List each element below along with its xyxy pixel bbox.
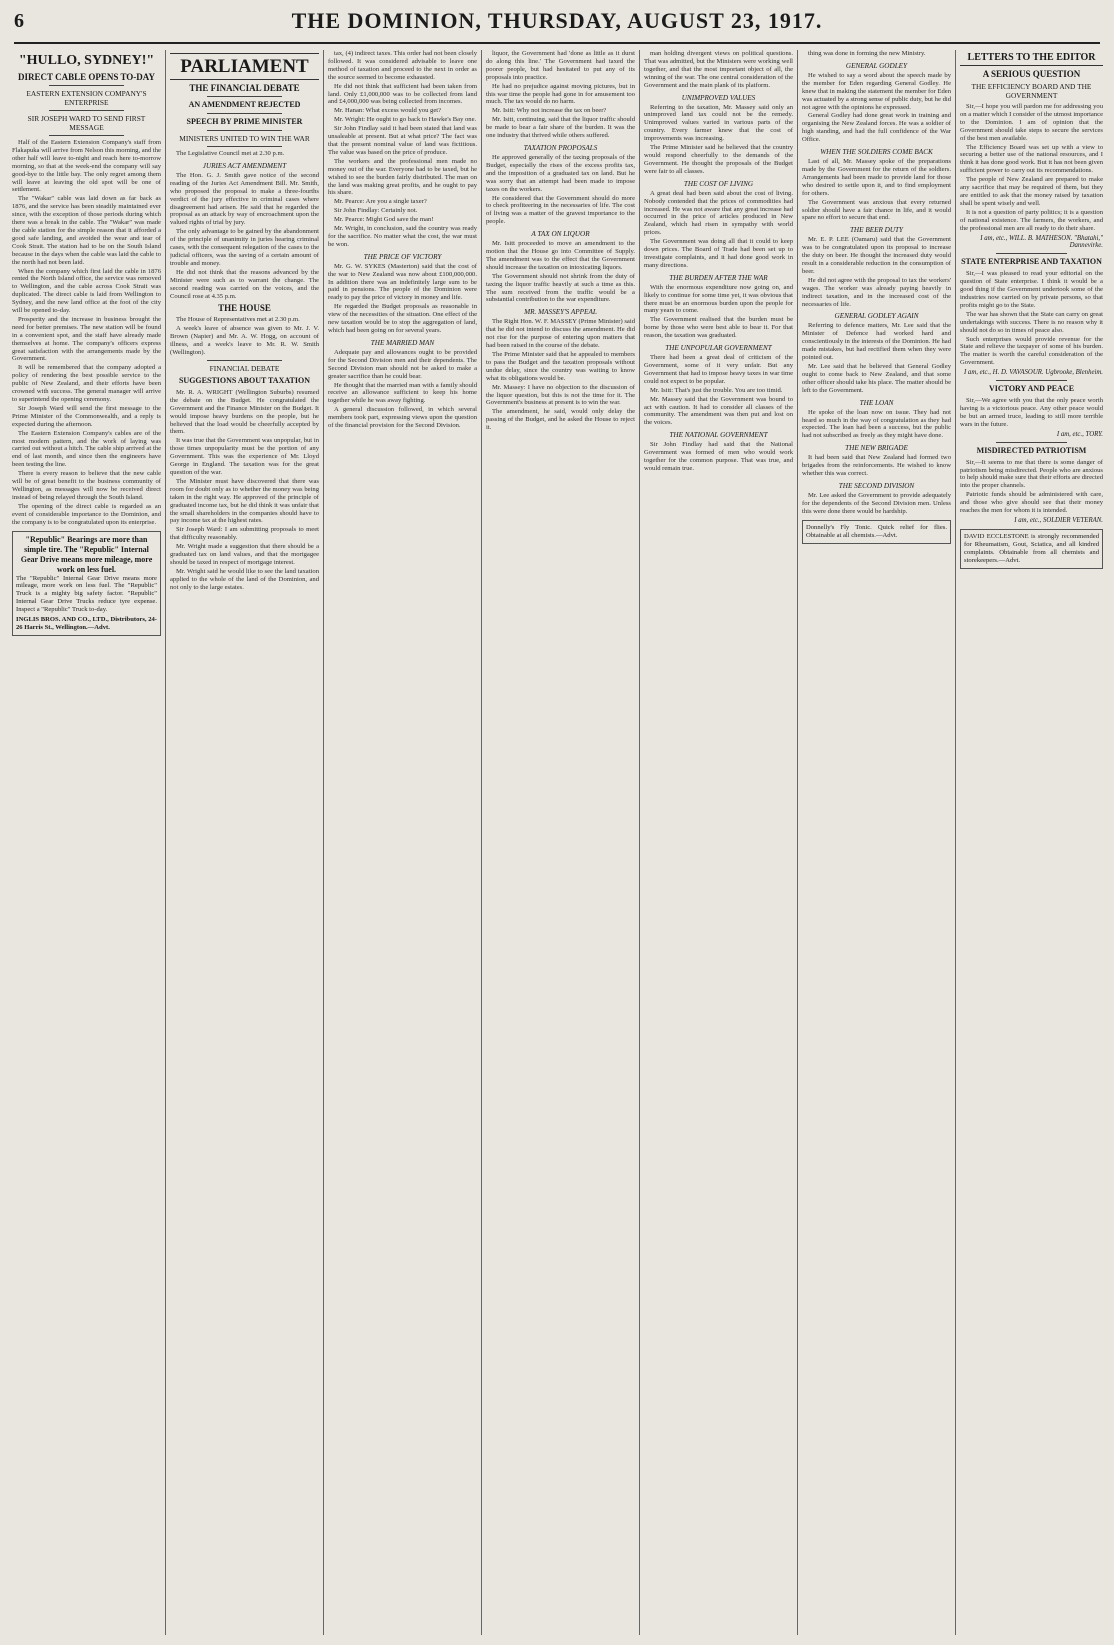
article-paragraph: Mr. Pearce: Are you a single taxer? <box>334 198 427 206</box>
article-paragraph: He approved generally of the taxing proposals of the Budget, especially the rises of the excess profits tax, and the imposition of a graduated tax on land. But he was sorry that an attempt had been made to impose taxes on the workers. <box>486 153 635 193</box>
article-paragraph: He wished to say a word about the speech made by the member for Eden regarding General Godley. He knew that in making the statement the member for Eden was actuated by a strong sense of public duty, but he did not agree with the opinions he expressed. <box>802 71 951 111</box>
masthead <box>14 8 1100 44</box>
divider <box>996 380 1068 381</box>
column-6 <box>802 50 951 1635</box>
deck-ministers-united: MINISTERS UNITED TO WIN THE WAR <box>179 134 310 143</box>
divider <box>49 135 124 136</box>
article-paragraph: He thought that the married man with a family should receive an allowance sufficient to keep his home together while he was away fighting. <box>328 381 477 405</box>
page-number: 6 <box>14 10 24 32</box>
subheading-efficiency-board: THE EFFICIENCY BOARD AND THE GOVERNMENT <box>971 82 1092 100</box>
letter-signature: I am, etc., H. D. VAVASOUR. Ugbrooke, Blenheim. <box>963 369 1103 377</box>
subheading-massey-appeal: MR. MASSEY'S APPEAL <box>524 308 597 317</box>
subheading-taxation-proposals: TAXATION PROPOSALS <box>523 143 598 152</box>
deck-sir-joseph-ward: SIR JOSEPH WARD TO SEND FIRST MESSAGE <box>27 114 146 132</box>
subheading-burden-after-war: THE BURDEN AFTER THE WAR <box>669 273 768 282</box>
article-paragraph: Mr. Massey: I have no objection to the discussion of the liquor question, but this is not the time for it. The Government's business at present is to win the war. <box>486 383 635 407</box>
subheading-married-man: THE MARRIED MAN <box>370 338 435 347</box>
deck-speech-prime-minister: SPEECH BY PRIME MINISTER <box>186 117 303 126</box>
letter-paragraph: Sir,—It seems to me that there is some danger of patriotism being misdirected. People who are anxious to help should make sure that their efforts are directed into the proper channels. <box>960 458 1103 490</box>
fly-tonic-advertisement <box>802 520 951 544</box>
article-paragraph: Mr. Lee asked the Government to provide adequately for the dependents of the Second Division men. Unless this were done there would be hardship. <box>802 491 951 515</box>
article-paragraph: The Eastern Extension Company's cables are of the most modern pattern, and the work of laying was carried out without a hitch. The cable ship arrived at the end of last month, and since then the engineers have been testing the line. <box>12 429 161 469</box>
column-rule <box>955 50 956 1635</box>
deck-direct-cable: DIRECT CABLE OPENS TO-DAY <box>18 72 155 82</box>
subheading-suggestions-taxation: SUGGESTIONS ABOUT TAXATION <box>178 375 310 385</box>
column-3 <box>328 50 477 1635</box>
article-paragraph: Mr. Hanan: What excess would you get? <box>334 107 441 115</box>
article-paragraph: Mr. Isitt, continuing, said that the liquor traffic should be made to bear a fair share of the burden. It was the one industry that thrived while others suffered. <box>486 116 635 140</box>
article-paragraph: There is every reason to believe that the new cable will be of great benefit to the business community of Wellington, as messages will now be received direct instead of being relayed through the South Island. <box>12 470 161 501</box>
article-paragraph: The Prime Minister said he believed that the country would respond cheerfully to the demands of the Government. He thought the proposals of the Budget were fair to all classes. <box>644 144 793 175</box>
article-paragraph: The opening of the direct cable is regarded as an event of considerable importance to the Dominion, and the company is to be congratulated upon its enterprise. <box>12 502 161 526</box>
article-paragraph: Mr. Wright, in conclusion, said the country was ready for the sacrifice. No matter what the cost, the war must be won. <box>328 225 477 248</box>
article-paragraph: He had no prejudice against moving pictures, but in this war time the people had gone in for amusement too much. The tax would do no harm. <box>486 82 635 106</box>
column-4 <box>486 50 635 1635</box>
article-paragraph: Referring to the taxation, Mr. Massey said only an unimproved land tax could not be the remedy. Unimproved values varied in various parts of the country. Every farmer knew that the cost of improvements was increasing. <box>644 103 793 143</box>
divider <box>207 96 282 97</box>
article-paragraph: The workers and the professional men made no money out of the war. Everyone had to be taxed, but he wished to see the burden fairly distributed. The man on the land was making great profits, and he ought to pay his share. <box>328 157 477 197</box>
article-paragraph: Sir Joseph Ward will send the first message to the Prime Minister of the Commonwealth, and a reply is expected during the afternoon. <box>12 404 161 428</box>
subheading-serious-question: A SERIOUS QUESTION <box>982 69 1081 79</box>
article-paragraph: Mr. Wright: He ought to go back to Hawke's Bay one. <box>334 116 477 124</box>
letter-paragraph: Patriotic funds should be administered with care, and those who give should see that their money reaches the men for whom it is intended. <box>960 491 1103 515</box>
divider <box>207 113 282 114</box>
headline-letters-editor: LETTERS TO THE EDITOR <box>960 53 1103 66</box>
article-paragraph: A great deal had been said about the cost of living. Nobody contended that the prices of commodities had increased. He was not aware that any great increase had occurred in the price of articles produced in New Zealand, which had risen in sympathy with world prices. <box>644 189 793 237</box>
subheading-the-house: THE HOUSE <box>218 303 271 314</box>
article-paragraph: liquor, the Government had 'done as little as it durst do along this line.' The Government had taxed the poorer people, but had hesitated to put any of its proposals into practice. <box>486 50 635 81</box>
article-paragraph: Mr. G. W. SYKES (Masterton) said that the cost of the war to New Zealand was now about £100,000,000. In addition there was an indefinitely large sum to be paid in pensions. The people of the Dominion were ready to pay the price of victory in money and life. <box>328 262 477 302</box>
subheading-soldiers-come-back: WHEN THE SOLDIERS COME BACK <box>820 148 933 157</box>
article-paragraph: Half of the Eastern Extension Company's staff from Flakapuka will arrive from Nelson this morning, and the other half will leave to-night and reach here to-morrow morning, so that at the week-end the company will say good-bye to the little bay. The only regret among them will leave at leaving the old spot will be one of settlement. <box>12 139 161 194</box>
article-paragraph: There had been a great deal of criticism of the Government, some of it very unfair. But any Government that had to impose heavy taxes in war time could not expect to be popular. <box>644 354 793 385</box>
column-7 <box>960 50 1103 1635</box>
deck-eastern-extension: EASTERN EXTENSION COMPANY'S ENTERPRISE <box>26 89 147 107</box>
article-paragraph: Mr. Lee said that he believed that General Godley ought to come back to New Zealand, and that some other officer should take his place. The matter should be left to the Government. <box>802 363 951 394</box>
letter-signature: I am, etc., WILL. B. MATHESON. "Bhatahi," Dannevirke. <box>980 234 1103 250</box>
article-paragraph: When the company which first laid the cable in 1876 rented the North Island office, the service was removed to Wellington, and the cable across Cook Strait was duplicated. The direct cable is laid from Wellington to Sydney, and the new land office at the foot of the city will be opened to-day. <box>12 267 161 315</box>
article-paragraph: He regarded the Budget proposals as reasonable in view of the necessities of the situation. One effect of the new taxation would be to stop the aggregation of land, which had been going on for several years. <box>328 303 477 334</box>
article-paragraph: Last of all, Mr. Massey spoke of the preparations made by the Government for the return of the soldiers. Arrangements had been made to provide land for those who desired to settle upon it, and to find employment for others. <box>802 158 951 197</box>
column-5 <box>644 50 793 1635</box>
letter-signature: I am, etc., TORY. <box>1056 430 1103 438</box>
subheading-misdirected-patriotism: MISDIRECTED PATRIOTISM <box>976 445 1087 455</box>
article-paragraph: The Prime Minister said that he appealed to members to pass the Budget and the taxation proposals without undue delay, since the country was waiting to know what its obligations would be. <box>486 351 635 382</box>
article-paragraph: He spoke of the loan now on issue. They had not heard so much in the way of congratulation as they had expected. The loan had been a success, but the public had not subscribed as freely as they might have done. <box>802 408 951 440</box>
column-1 <box>12 50 161 1635</box>
article-paragraph: Mr. Isitt: Why not increase the tax on beer? <box>492 107 607 115</box>
article-paragraph: The Minister must have discovered that there was room for doubt only as to whether the money was being taken in the right way. He approved of the principle of graduated income tax, but he did think it was unfair that the small shareholders in the companies should have to pay income tax at the highest rates. <box>170 477 319 525</box>
article-paragraph: The only advantage to be gained by the abandonment of the principle of unanimity in juries hearing criminal cases, with the consequent relegation of the cases to the judicial officers, was the saving of a certain amount of trouble and money. <box>170 228 319 267</box>
article-paragraph: He did not agree with the proposal to tax the workers' wages. The worker was already paying heavily in indirect taxation, and in the increased cost of the necessaries of life. <box>802 276 951 308</box>
subheading-unimproved-values: UNIMPROVED VALUES <box>681 93 756 102</box>
article-paragraph: The Legislative Council met at 2.30 p.m. <box>176 150 285 157</box>
letter-paragraph: Such enterprises would provide revenue for the State and relieve the taxpayer of some of his burden. The matter is worth the careful consideration of the Government. <box>960 335 1103 367</box>
subheading-the-loan: THE LOAN <box>859 398 894 407</box>
subheading-state-enterprise: STATE ENTERPRISE AND TAXATION <box>961 257 1102 267</box>
article-paragraph: man holding divergent views on political questions. That was admitted, but the Ministers were working well together, and that the most important object of all, the winning of the war. The one central consideration of the Government and the main plank of its platform. <box>644 50 793 89</box>
article-paragraph: Mr. E. P. LEE (Oamaru) said that the Government was to be congratulated upon its proposal to increase the duty on beer. He thought the increased duty would result in a considerable reduction in the consumption of beer. <box>802 236 951 275</box>
article-paragraph: He considered that the Government should do more to check profiteering in the necessaries of life. The cost of living was a matter of the gravest importance to the people. <box>486 194 635 226</box>
masthead-title: THE DOMINION, THURSDAY, AUGUST 23, 1917. <box>291 8 823 33</box>
article-paragraph: It will be remembered that the company adopted a policy of rendering the best possible service to the public of New Zealand, and their efforts have been crowned with success. The general manager will arrive to superintend the opening ceremony. <box>12 364 161 403</box>
subheading-juries-act: JURIES ACT AMENDMENT <box>202 161 287 170</box>
letter-signature: I am, etc., SOLDIER VETERAN. <box>1014 516 1103 524</box>
article-paragraph: It was true that the Government was unpopular, but in those times unpopularity must be the portion of any Government. This was the experience of Mr. Lloyd George in England. The taxation was for the great question of the war. <box>170 437 319 476</box>
subheading-cost-of-living: THE COST OF LIVING <box>683 179 754 188</box>
article-paragraph: Referring to defence matters, Mr. Lee said that the Minister of Defence had worked hard and conscientiously in the interests of the Dominion. He had made mistakes, but had rectified them when they were pointed out. <box>802 322 951 362</box>
deck-amendment-rejected: AN AMENDMENT REJECTED <box>188 100 301 109</box>
article-paragraph: With the enormous expenditure now going on, and likely to continue for some time yet, it was obvious that there must be an enormous burden upon the people for many years to come. <box>644 283 793 315</box>
column-rule <box>639 50 640 1635</box>
article-paragraph: The Hon. G. J. Smith gave notice of the second reading of the Juries Act Amendment Bill. Mr. Smith, who proposed the proposal to make a three-fourths verdict of the jury effective in criminal cases where disagreement had arisen. He said that he regarded the proposal as an attack by way of encroachment upon the valued rights of trial by jury. <box>170 171 319 227</box>
article-paragraph: The amendment, he said, would only delay the passing of the Budget, and he asked the House to reject it. <box>486 408 635 432</box>
article-paragraph: The House of Representatives met at 2.30 p.m. <box>176 316 300 324</box>
column-rule <box>797 50 798 1635</box>
divider <box>207 360 282 361</box>
article-paragraph: General Godley had done great work in training and organising the New Zealand forces. He was a soldier of high standing, and had the full confidence of the War Office. <box>802 112 951 144</box>
article-paragraph: Mr. Massey said that the Government was bound to act with caution. It had to consider all classes of the community. The amendment was then put and lost on the voices. <box>644 395 793 427</box>
article-paragraph: Sir Joseph Ward: I am submitting proposals to meet that difficulty reasonably. <box>170 526 319 542</box>
letter-paragraph: Sir,—We agree with you that the only peace worth having is a victorious peace. Any other peace would be but an armed truce, leading to still more terrible wars in the future. <box>960 397 1103 428</box>
article-paragraph: Sir John Findlay said it had been stated that land was unsaleable at present. But at what price? The fact was that the present nominal value of land was fictitious. The value was based on the price of produce. <box>328 125 477 156</box>
advertisement-signature: INGLIS BROS. AND CO., LTD., Distributors, 24-26 Harris St., Wellington.—Advt. <box>16 616 157 631</box>
article-paragraph: Mr. Pearce: Might God save the man! <box>334 216 434 224</box>
article-paragraph: Sir John Findlay had said that the National Government was formed of men who would work together for the common purpose. That was true, and would remain true. <box>644 441 793 472</box>
article-paragraph: Mr. Wright made a suggestion that there should be a graduated tax on land values, and that the mortgagee should be taxed in respect of mortgage interest. <box>170 543 319 566</box>
column-rule <box>323 50 324 1635</box>
article-paragraph: The Right Hon. W. F. MASSEY (Prime Minister) said that he did not intend to discuss the amendment. He did not rise for the purpose of entering upon matters that had been raised in the course of the debate. <box>486 318 635 350</box>
article-paragraph: Adequate pay and allowances ought to be provided for the Second Division men and their dependents. The Second Division man should not be asked to make a greater sacrifice than he could bear. <box>328 348 477 380</box>
column-rule <box>165 50 166 1635</box>
column-rule <box>481 50 482 1635</box>
subheading-general-godley-again: GENERAL GODLEY AGAIN <box>834 312 919 321</box>
article-paragraph: Mr. R. A. WRIGHT (Wellington Suburbs) resumed the debate on the Budget. He congratulated the Government and the Finance Minister on the Budget. It would impose heavy burdens on the people, but he believed that the load would be cheerfully accepted by them. <box>170 388 319 436</box>
article-paragraph: Prosperity and the increase in business brought the need for better premises. The new station will be found in a convenient spot, and the staff have already made themselves at home. The company's officers express great satisfaction with the arrangements made by the Government. <box>12 315 161 363</box>
advertisement-text: DAVID ECCLESTONE is strongly recommended for Rheumatism, Gout, Sciatica, and all kindred complaints. Obtainable from all chemists and storekeepers.—Advt. <box>964 532 1099 564</box>
subheading-national-government: THE NATIONAL GOVERNMENT <box>669 431 768 440</box>
article-paragraph: Mr. Isitt proceeded to move an amendment to the motion that the House go into Committee of Supply. The amendment was to the effect that the Government should increase the taxation on intoxicating liquors. <box>486 240 635 271</box>
article-paragraph: The Government was doing all that it could to keep down prices. The Board of Trade had been set up to investigate complaints, and it had done good work in many directions. <box>644 238 793 269</box>
subheading-victory-and-peace: VICTORY AND PEACE <box>988 384 1075 394</box>
article-paragraph: A general discussion followed, in which several members took part, expressing views upon the question of the financial provision for the Second Division. <box>328 406 477 430</box>
article-paragraph: The Government should not shrink from the duty of taxing the liquor traffic heavily at such a time as this. The sum received from the traffic would be a substantial contribution to the war expenditure. <box>486 272 635 304</box>
subheading-price-of-victory: THE PRICE OF VICTORY <box>363 252 442 261</box>
subheading-tax-on-liquor: A TAX ON LIQUOR <box>531 230 590 239</box>
article-paragraph: tax, (4) indirect taxes. This order had not been closely followed. It was considered advisable to leave one method of taxation and proceed to the next in order as the source seemed to become exhausted. <box>328 50 477 81</box>
headline-hullo-sydney: "HULLO, SYDNEY!" <box>18 53 155 68</box>
article-paragraph: He did not think that the reasons advanced by the Minister were such as to warrant the change. The second reading was carried on the voices, and the Council rose at 4.35 p.m. <box>170 268 319 300</box>
subheading-second-division: THE SECOND DIVISION <box>838 481 915 490</box>
column-2 <box>170 50 319 1635</box>
article-paragraph: Mr. Wright said he would like to see the land taxation applied to the whole of the land of the Dominion, and not only to the large estates. <box>170 567 319 591</box>
republic-truck-advertisement <box>12 531 161 636</box>
advertisement-heading: "Republic" Bearings are more than simple tire. The "Republic" Internal Gear Drive means more mileage, more work on less fuel. <box>20 534 153 574</box>
subheading-new-brigade: THE NEW BRIGADE <box>845 444 908 453</box>
divider <box>996 442 1068 443</box>
letter-paragraph: The war has shown that the State can carry on great undertakings with success. There is no reason why it should not do so in times of peace also. <box>960 310 1103 334</box>
divider <box>207 146 282 147</box>
letter-paragraph: Sir,—I was pleased to read your editorial on the question of State enterprise. I think it would be a good thing if the Government undertook some of the industries now carried on by private persons, so that profits might go to the State. <box>960 270 1103 309</box>
article-paragraph: Sir John Findlay: Certainly not. <box>334 207 418 215</box>
advertisement-text: Donnelly's Fly Tonic. Quick relief for flies. Obtainable at all chemists.—Advt. <box>806 523 947 539</box>
letter-paragraph: The Efficiency Board was set up with a view to securing a better use of the national resources, and I think it has done good work. But it has not been given sufficient power to carry out its recommendations. <box>960 143 1103 175</box>
divider <box>49 85 124 86</box>
article-paragraph: Mr. Isitt: That's just the trouble. You are too timid. <box>650 386 783 394</box>
subheading-general-godley: GENERAL GODLEY <box>845 61 908 70</box>
subheading-unpopular-government: THE UNPOPULAR GOVERNMENT <box>665 344 772 353</box>
letter-paragraph: The people of New Zealand are prepared to make any sacrifice that may be required of them, but they are entitled to ask that the money raised by taxation shall be spent wisely and well. <box>960 176 1103 207</box>
article-paragraph: The "Wakar" cable was laid down as far back as 1876, and the service has been steadily maintained ever since, with the exception of those periods during which there was a break in the cable. The "Wakar" was made the cable station for the simple reason that it afforded a good safe landing, and avoided the wear and tear of Cook Strait. The station had to be on the South Island because in the days when the cable was laid the cable to the north had not been laid. <box>12 195 161 266</box>
subheading-financial-debate: FINANCIAL DEBATE <box>209 363 280 373</box>
headline-parliament: PARLIAMENT <box>170 53 319 80</box>
letter-paragraph: It is not a question of party politics; it is a question of national existence. The farmers, the workers, and the professional men are all ready to do their share. <box>960 208 1103 232</box>
deck-financial-debate: THE FINANCIAL DEBATE <box>189 83 300 93</box>
divider <box>207 130 282 131</box>
article-paragraph: A week's leave of absence was given to Mr. J. V. Brown (Napier) and Mr. A. W. Hogg, on account of illness, and a week's leave to Mr. R. W. Smith (Wellington). <box>170 325 319 357</box>
subheading-beer-duty: THE BEER DUTY <box>849 226 904 235</box>
article-paragraph: It had been said that New Zealand had formed two brigades from the reinforcements. He wished to know whether this was correct. <box>802 454 951 478</box>
article-paragraph: The Government was anxious that every returned soldier should have a fair chance in life, and it would spare no effort to secure that end. <box>802 198 951 222</box>
article-paragraph: He did not think that sufficient had been taken from land. Only £1,000,000 was to be collected from land and £4,000,000 was being collected from incomes. <box>328 82 477 106</box>
advertisement-text: The "Republic" Internal Gear Drive means more mileage, more work on less fuel. The "Republic" Truck is a mighty big safety factor. "Republic" Internal Gear Drive Trucks reduce tyre expense. Inspect a "Republic" Truck to-day. <box>16 574 157 614</box>
letter-paragraph: Sir,—I hope you will pardon me for addressing you on a matter which I consider of the utmost importance to the Dominion. I am of opinion that the Government should take steps to secure the services of the best men available. <box>960 103 1103 142</box>
article-paragraph: thing was done in forming the new Ministry. <box>808 50 926 57</box>
divider <box>49 110 124 111</box>
divider <box>996 253 1068 254</box>
ecclestone-advertisement <box>960 529 1103 569</box>
article-paragraph: The Government realised that the burden must be borne by those who were best able to bear it. For that reason, the taxation was graduated. <box>644 316 793 340</box>
